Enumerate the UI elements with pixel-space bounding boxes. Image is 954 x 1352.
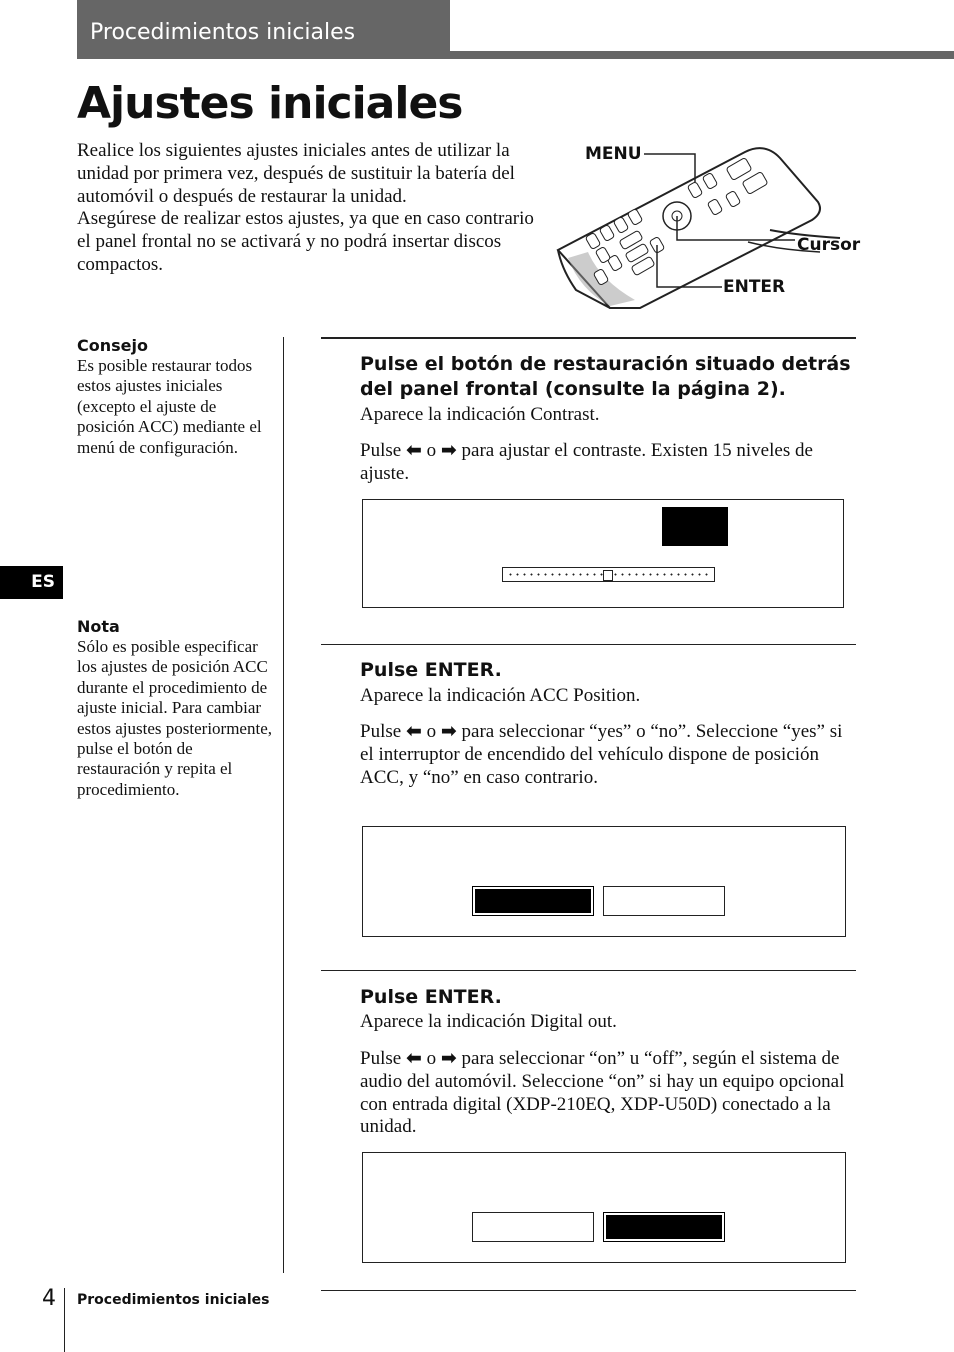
acc-position-display	[362, 826, 846, 937]
footer-section: Procedimientos iniciales	[77, 1292, 270, 1308]
page-title: Ajustes iniciales	[77, 78, 463, 129]
contrast-level-indicator	[603, 570, 613, 581]
step-2-line: Aparece la indicación ACC Position.	[360, 685, 641, 706]
left-arrow-icon: ⬅	[405, 1047, 422, 1069]
remote-illustration	[540, 140, 880, 315]
step-3-line: Aparece la indicación Digital out.	[360, 1011, 617, 1032]
right-arrow-icon: ➡	[440, 720, 457, 742]
display-label-block	[662, 507, 728, 546]
step-1-heading: Pulse el botón de restauración situado detrás del panel frontal (consulte la página 2).	[360, 353, 851, 400]
step-3-heading: Pulse ENTER.	[360, 986, 502, 1008]
step-divider	[321, 644, 856, 645]
note-text: Sólo es posible especificar los ajustes de posición ACC durante el procedimiento de ajuste inicial. Para cambiar estos ajustes posteriormente, pulse el botón de restauración y repita el procedimiento.	[77, 637, 272, 799]
column-divider	[283, 337, 284, 1273]
right-arrow-icon: ➡	[440, 439, 457, 461]
enter-label: ENTER	[723, 277, 786, 297]
digital-out-display	[362, 1152, 846, 1263]
intro-paragraph-2: Asegúrese de realizar estos ajustes, ya que en caso contrario el panel frontal no se activará y no podrá insertar discos compactos.	[77, 208, 534, 275]
intro-paragraph-1: Realice los siguientes ajustes iniciales antes de utilizar la unidad por primera vez, después de sustituir la batería del automóvil o después de restaurar la unidad.	[77, 140, 515, 207]
step-2-instruction: Pulse ⬅ o ➡ para seleccionar “yes” o “no”. Seleccione “yes” si el interruptor de encendido del vehículo dispone de posición ACC, y “no” en caso contrario.	[360, 720, 843, 788]
step-1-instruction: Pulse ⬅ o ➡ para ajustar el contraste. Existen 15 niveles de ajuste.	[360, 439, 813, 484]
step-2-heading: Pulse ENTER.	[360, 659, 502, 681]
tip-heading: Consejo	[77, 336, 148, 355]
tip-text: Es posible restaurar todos estos ajustes iniciales (excepto el ajuste de posición ACC) mediante el menú de configuración.	[77, 356, 262, 457]
option-yes-selected	[472, 886, 594, 916]
left-arrow-icon: ⬅	[405, 720, 422, 742]
step-divider	[321, 970, 856, 971]
step-divider	[321, 337, 856, 339]
remote-control-icon	[540, 140, 880, 315]
option-no	[603, 886, 725, 916]
contrast-display	[362, 499, 844, 608]
footer-divider	[64, 1288, 65, 1352]
intro-text	[77, 140, 547, 277]
left-arrow-icon: ⬅	[405, 439, 422, 461]
cursor-label: Cursor	[797, 235, 861, 255]
section-tab	[77, 0, 450, 58]
bottom-rule	[321, 1290, 856, 1291]
step-3-instruction: Pulse ⬅ o ➡ para seleccionar “on” u “off”, según el sistema de audio del automóvil. Seleccione “on” si hay un equipo opcional con entrada digital (XDP-210EQ, XDP-U50D) conectado a la unidad.	[360, 1047, 845, 1138]
contrast-bar	[502, 567, 715, 582]
step-1-line: Aparece la indicación Contrast.	[360, 404, 600, 425]
language-tab: ES	[0, 566, 63, 599]
note-heading: Nota	[77, 617, 120, 636]
option-off	[472, 1212, 594, 1242]
page-number: 4	[42, 1286, 56, 1311]
menu-label: MENU	[585, 144, 642, 164]
right-arrow-icon: ➡	[440, 1047, 457, 1069]
section-title: Procedimientos iniciales	[90, 20, 356, 45]
option-on-selected	[603, 1212, 725, 1242]
